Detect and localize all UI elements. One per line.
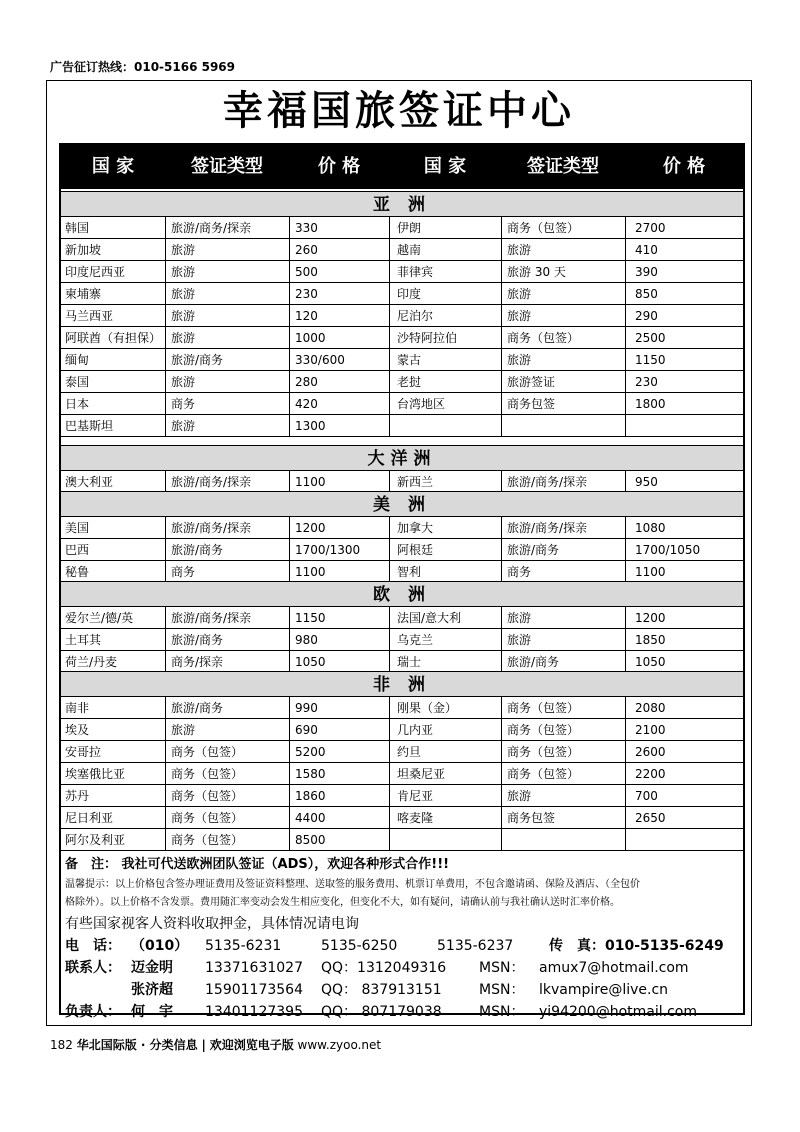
table-row bbox=[61, 785, 743, 807]
cell-visa-type: 商务/探亲 bbox=[171, 655, 224, 669]
column-divider bbox=[389, 607, 390, 673]
cell-country-2: 沙特阿拉伯 bbox=[397, 331, 458, 345]
cell-price: 8500 bbox=[295, 833, 326, 847]
column-divider bbox=[165, 697, 166, 851]
cell-price: 1100 bbox=[295, 475, 326, 489]
cell-price: 1100 bbox=[295, 565, 326, 579]
contact-mobile: 13401127395 bbox=[205, 1004, 303, 1020]
column-divider bbox=[625, 217, 626, 437]
cell-country-2: 印度 bbox=[397, 287, 422, 301]
cell-price-2: 390 bbox=[635, 265, 658, 279]
remark-text: 我社可代送欧洲团队签证（ADS），欢迎各种形式合作!!! bbox=[121, 857, 450, 872]
cell-price-2: 1200 bbox=[635, 611, 666, 625]
cell-visa-type-2: 旅游/商务 bbox=[507, 655, 560, 669]
contact-mobile: 13371631027 bbox=[205, 960, 303, 976]
cell-country: 澳大利亚 bbox=[65, 475, 114, 489]
cell-country: 马兰西亚 bbox=[65, 309, 114, 323]
cell-price-2: 2500 bbox=[635, 331, 666, 345]
cell-price: 1700/1300 bbox=[295, 543, 361, 557]
cell-price: 1000 bbox=[295, 331, 326, 345]
cell-price: 500 bbox=[295, 265, 318, 279]
visa-ad-frame bbox=[46, 80, 752, 1026]
table-row bbox=[61, 607, 743, 629]
cell-visa-type: 旅游 bbox=[171, 287, 196, 301]
region-africa: 非 洲 bbox=[61, 671, 743, 697]
cell-visa-type: 商务 bbox=[171, 565, 196, 579]
cell-visa-type: 旅游 bbox=[171, 243, 196, 257]
cell-country-2: 智利 bbox=[397, 565, 422, 579]
cell-country-2: 法国/意大利 bbox=[397, 611, 462, 625]
contact-name: 张济超 bbox=[131, 982, 173, 998]
column-divider bbox=[289, 217, 290, 437]
tip-line-1: 温馨提示：以上价格包含签办理证费用及签证资料整理、送取签的服务费用、机票订单费用，不包含邀请函、保险及酒店、（全包价 bbox=[65, 879, 640, 890]
cell-country: 印度尼西亚 bbox=[65, 265, 126, 279]
column-divider bbox=[501, 217, 502, 437]
column-divider bbox=[289, 517, 290, 583]
cell-country: 南非 bbox=[65, 701, 90, 715]
column-divider bbox=[165, 607, 166, 673]
region-europe: 欧 洲 bbox=[61, 581, 743, 607]
cell-price: 1300 bbox=[295, 419, 326, 433]
column-divider bbox=[289, 471, 290, 493]
cell-price: 330/600 bbox=[295, 353, 345, 367]
cell-country-2: 阿根廷 bbox=[397, 543, 434, 557]
table-row bbox=[61, 741, 743, 763]
cell-country-2: 尼泊尔 bbox=[397, 309, 434, 323]
cell-visa-type-2: 旅游/商务/探亲 bbox=[507, 521, 588, 535]
table-row bbox=[61, 471, 743, 493]
table-row bbox=[61, 517, 743, 539]
cell-price-2: 2650 bbox=[635, 811, 666, 825]
column-divider bbox=[389, 517, 390, 583]
column-divider bbox=[389, 217, 390, 437]
column-divider bbox=[389, 471, 390, 493]
table-row bbox=[61, 327, 743, 349]
cell-country: 埃及 bbox=[65, 723, 90, 737]
cell-visa-type: 商务（包签） bbox=[171, 767, 244, 781]
cell-country: 阿尔及利亚 bbox=[65, 833, 126, 847]
cell-visa-type: 旅游/商务 bbox=[171, 543, 224, 557]
cell-price: 420 bbox=[295, 397, 318, 411]
footer-section: 华北国际版 · 分类信息 bbox=[76, 1038, 198, 1052]
cell-price: 980 bbox=[295, 633, 318, 647]
cell-country: 安哥拉 bbox=[65, 745, 102, 759]
contact-qq: QQ： 807179038 bbox=[321, 1004, 442, 1020]
cell-visa-type-2: 商务包签 bbox=[507, 811, 556, 825]
cell-price-2: 2080 bbox=[635, 701, 666, 715]
footer-separator: | bbox=[201, 1038, 206, 1052]
header-price-1: 价 格 bbox=[317, 156, 361, 177]
phone-1: 5135-6231 bbox=[205, 938, 282, 954]
contact-row bbox=[65, 1001, 741, 1023]
cell-visa-type: 旅游/商务 bbox=[171, 353, 224, 367]
cell-visa-type-2: 旅游 bbox=[507, 353, 532, 367]
contact-mobile: 15901173564 bbox=[205, 982, 303, 998]
cell-country: 尼日利亚 bbox=[65, 811, 114, 825]
cell-country-2: 瑞士 bbox=[397, 655, 422, 669]
table-row bbox=[61, 697, 743, 719]
remark bbox=[65, 853, 449, 872]
cell-visa-type-2: 旅游/商务 bbox=[507, 543, 560, 557]
contact-label: 联系人： bbox=[65, 960, 121, 976]
region-america: 美 洲 bbox=[61, 491, 743, 517]
cell-price-2: 2200 bbox=[635, 767, 666, 781]
cell-country: 柬埔寨 bbox=[65, 287, 102, 301]
cell-country: 荷兰/丹麦 bbox=[65, 655, 118, 669]
column-divider bbox=[625, 697, 626, 851]
cell-visa-type-2: 旅游 bbox=[507, 789, 532, 803]
cell-price: 1580 bbox=[295, 767, 326, 781]
cell-price: 330 bbox=[295, 221, 318, 235]
remark-label: 备 注： bbox=[65, 857, 118, 872]
cell-visa-type-2: 旅游签证 bbox=[507, 375, 556, 389]
contact-msn: yi94200@hotmail.com bbox=[539, 1004, 697, 1020]
cell-country-2: 乌克兰 bbox=[397, 633, 434, 647]
cell-price-2: 1080 bbox=[635, 521, 666, 535]
phone-label: 电 话： bbox=[65, 938, 121, 954]
cell-visa-type-2: 商务（包签） bbox=[507, 221, 580, 235]
cell-country-2: 老挝 bbox=[397, 375, 422, 389]
contact-msn: amux7@hotmail.com bbox=[539, 960, 689, 976]
cell-price: 280 bbox=[295, 375, 318, 389]
contact-msn-label: MSN： bbox=[479, 960, 525, 976]
cell-country: 日本 bbox=[65, 397, 90, 411]
cell-visa-type: 旅游 bbox=[171, 265, 196, 279]
cell-visa-type-2: 旅游/商务/探亲 bbox=[507, 475, 588, 489]
cell-country: 美国 bbox=[65, 521, 90, 535]
cell-country: 泰国 bbox=[65, 375, 90, 389]
cell-country-2: 菲律宾 bbox=[397, 265, 434, 279]
table-row bbox=[61, 371, 743, 393]
cell-price: 5200 bbox=[295, 745, 326, 759]
table-row bbox=[61, 561, 743, 583]
table-row bbox=[61, 807, 743, 829]
table-row bbox=[61, 283, 743, 305]
cell-visa-type: 旅游/商务 bbox=[171, 701, 224, 715]
column-divider bbox=[625, 607, 626, 673]
cell-visa-type: 旅游 bbox=[171, 309, 196, 323]
cell-price-2: 230 bbox=[635, 375, 658, 389]
contact-qq: QQ： 837913151 bbox=[321, 982, 442, 998]
cell-country: 阿联酋（有担保） bbox=[65, 331, 162, 345]
cell-price-2: 2600 bbox=[635, 745, 666, 759]
cell-country: 土耳其 bbox=[65, 633, 102, 647]
column-divider bbox=[289, 697, 290, 851]
cell-price: 260 bbox=[295, 243, 318, 257]
cell-price-2: 1700/1050 bbox=[635, 543, 701, 557]
cell-country-2: 几内亚 bbox=[397, 723, 434, 737]
cell-country: 缅甸 bbox=[65, 353, 90, 367]
cell-country: 巴基斯坦 bbox=[65, 419, 114, 433]
column-divider bbox=[165, 471, 166, 493]
phone-row bbox=[65, 935, 741, 957]
page-footer bbox=[50, 1036, 381, 1053]
cell-visa-type: 旅游/商务/探亲 bbox=[171, 475, 252, 489]
table-row bbox=[61, 763, 743, 785]
header-visa-type-2: 签证类型 bbox=[527, 156, 599, 177]
cell-visa-type: 旅游 bbox=[171, 331, 196, 345]
cell-visa-type-2: 商务包签 bbox=[507, 397, 556, 411]
cell-country: 巴西 bbox=[65, 543, 90, 557]
table-row bbox=[61, 305, 743, 327]
cell-visa-type-2: 旅游 bbox=[507, 287, 532, 301]
phone-3: 5135-6237 bbox=[437, 938, 514, 954]
cell-price: 120 bbox=[295, 309, 318, 323]
table-row bbox=[61, 719, 743, 741]
footer-tagline: 欢迎浏览电子版 bbox=[209, 1038, 294, 1052]
header-country-1: 国 家 bbox=[91, 156, 135, 177]
cell-country: 苏丹 bbox=[65, 789, 90, 803]
cell-visa-type: 旅游/商务/探亲 bbox=[171, 221, 252, 235]
cell-visa-type-2: 旅游 bbox=[507, 243, 532, 257]
contact-msn-label: MSN： bbox=[479, 982, 525, 998]
cell-visa-type: 旅游/商务 bbox=[171, 633, 224, 647]
cell-country: 埃塞俄比亚 bbox=[65, 767, 126, 781]
column-divider bbox=[501, 697, 502, 851]
contact-row bbox=[65, 979, 741, 1001]
contact-label: 负责人： bbox=[65, 1004, 121, 1020]
table-row bbox=[61, 539, 743, 561]
header-country-2: 国 家 bbox=[423, 156, 467, 177]
contact-name: 何 宇 bbox=[131, 1004, 173, 1020]
cell-price: 690 bbox=[295, 723, 318, 737]
cell-visa-type-2: 商务（包签） bbox=[507, 723, 580, 737]
cell-country-2: 台湾地区 bbox=[397, 397, 446, 411]
page-title: 幸福国旅签证中心 bbox=[223, 88, 575, 134]
cell-country-2: 坦桑尼亚 bbox=[397, 767, 446, 781]
column-divider bbox=[389, 697, 390, 851]
tip-line-2: 格除外）。以上价格不含发票。费用随汇率变动会发生相应变化，但变化不大，如有疑问，请确认前与我社确认送时汇率价格。 bbox=[65, 897, 620, 908]
table-row bbox=[61, 217, 743, 239]
cell-visa-type-2: 商务（包签） bbox=[507, 767, 580, 781]
contact-qq: QQ：1312049316 bbox=[321, 960, 447, 976]
cell-price-2: 290 bbox=[635, 309, 658, 323]
cell-price-2: 1800 bbox=[635, 397, 666, 411]
region-asia: 亚 洲 bbox=[61, 191, 743, 217]
cell-visa-type: 商务（包签） bbox=[171, 833, 244, 847]
cell-country-2: 加拿大 bbox=[397, 521, 434, 535]
cell-visa-type: 商务（包签） bbox=[171, 745, 244, 759]
table-row bbox=[61, 349, 743, 371]
cell-visa-type: 商务（包签） bbox=[171, 789, 244, 803]
cell-visa-type: 旅游 bbox=[171, 419, 196, 433]
phone-area: （010） bbox=[131, 938, 189, 954]
contact-msn-label: MSN： bbox=[479, 1004, 525, 1020]
cell-country-2: 越南 bbox=[397, 243, 422, 257]
cell-price-2: 2100 bbox=[635, 723, 666, 737]
cell-visa-type: 旅游/商务/探亲 bbox=[171, 521, 252, 535]
contact-msn: lkvampire@live.cn bbox=[539, 982, 669, 998]
cell-country-2: 约旦 bbox=[397, 745, 422, 759]
header-visa-type-1: 签证类型 bbox=[191, 156, 263, 177]
region-oceania: 大洋洲 bbox=[61, 445, 743, 471]
cell-price-2: 950 bbox=[635, 475, 658, 489]
column-divider bbox=[165, 217, 166, 437]
cell-country-2: 蒙古 bbox=[397, 353, 422, 367]
cell-visa-type-2: 旅游 30 天 bbox=[507, 265, 566, 279]
page-number: 182 bbox=[50, 1038, 73, 1052]
cell-price: 990 bbox=[295, 701, 318, 715]
cell-country-2: 喀麦隆 bbox=[397, 811, 434, 825]
cell-visa-type: 商务（包签） bbox=[171, 811, 244, 825]
table-row bbox=[61, 239, 743, 261]
cell-visa-type-2: 旅游 bbox=[507, 611, 532, 625]
cell-price-2: 700 bbox=[635, 789, 658, 803]
cell-price-2: 2700 bbox=[635, 221, 666, 235]
cell-country-2: 肯尼亚 bbox=[397, 789, 434, 803]
deposit-note: 有些国家视客人资料收取押金，具体情况请电询 bbox=[65, 916, 359, 932]
cell-visa-type: 商务 bbox=[171, 397, 196, 411]
cell-price-2: 1100 bbox=[635, 565, 666, 579]
column-divider bbox=[501, 471, 502, 493]
column-divider bbox=[625, 517, 626, 583]
column-divider bbox=[501, 517, 502, 583]
cell-country-2: 伊朗 bbox=[397, 221, 422, 235]
cell-visa-type-2: 商务（包签） bbox=[507, 745, 580, 759]
cell-price: 1200 bbox=[295, 521, 326, 535]
cell-price-2: 850 bbox=[635, 287, 658, 301]
cell-visa-type-2: 旅游 bbox=[507, 309, 532, 323]
cell-price-2: 1850 bbox=[635, 633, 666, 647]
cell-visa-type-2: 旅游 bbox=[507, 633, 532, 647]
cell-price-2: 410 bbox=[635, 243, 658, 257]
table-header bbox=[61, 145, 743, 189]
fax: 传 真：010-5135-6249 bbox=[549, 938, 724, 954]
cell-country: 新加坡 bbox=[65, 243, 102, 257]
table-row bbox=[61, 629, 743, 651]
cell-visa-type-2: 商务（包签） bbox=[507, 331, 580, 345]
header-price-2: 价 格 bbox=[662, 156, 706, 177]
cell-price: 4400 bbox=[295, 811, 326, 825]
table-row bbox=[61, 415, 743, 437]
contact-name: 迈金明 bbox=[131, 960, 173, 976]
cell-price-2: 1150 bbox=[635, 353, 666, 367]
cell-country: 秘鲁 bbox=[65, 565, 90, 579]
table-row bbox=[61, 393, 743, 415]
phone-2: 5135-6250 bbox=[321, 938, 398, 954]
cell-visa-type-2: 商务（包签） bbox=[507, 701, 580, 715]
cell-visa-type-2: 商务 bbox=[507, 565, 532, 579]
ad-hotline: 广告征订热线：010-5166 5969 bbox=[50, 60, 236, 74]
table-row bbox=[61, 261, 743, 283]
cell-price: 1150 bbox=[295, 611, 326, 625]
contact-row bbox=[65, 957, 741, 979]
cell-visa-type: 旅游 bbox=[171, 375, 196, 389]
cell-price: 230 bbox=[295, 287, 318, 301]
cell-price-2: 1050 bbox=[635, 655, 666, 669]
cell-country: 爱尔兰/德/英 bbox=[65, 611, 134, 625]
cell-country-2: 新西兰 bbox=[397, 475, 434, 489]
column-divider bbox=[625, 471, 626, 493]
cell-visa-type: 旅游/商务/探亲 bbox=[171, 611, 252, 625]
table-row bbox=[61, 651, 743, 673]
cell-price: 1050 bbox=[295, 655, 326, 669]
column-divider bbox=[165, 517, 166, 583]
cell-visa-type: 旅游 bbox=[171, 723, 196, 737]
cell-price: 1860 bbox=[295, 789, 326, 803]
column-divider bbox=[289, 607, 290, 673]
table-row bbox=[61, 829, 743, 851]
cell-country-2: 刚果（金） bbox=[397, 701, 458, 715]
footer-url: www.zyoo.net bbox=[297, 1038, 382, 1052]
cell-country: 韩国 bbox=[65, 221, 90, 235]
price-table bbox=[59, 143, 745, 1020]
column-divider bbox=[501, 607, 502, 673]
